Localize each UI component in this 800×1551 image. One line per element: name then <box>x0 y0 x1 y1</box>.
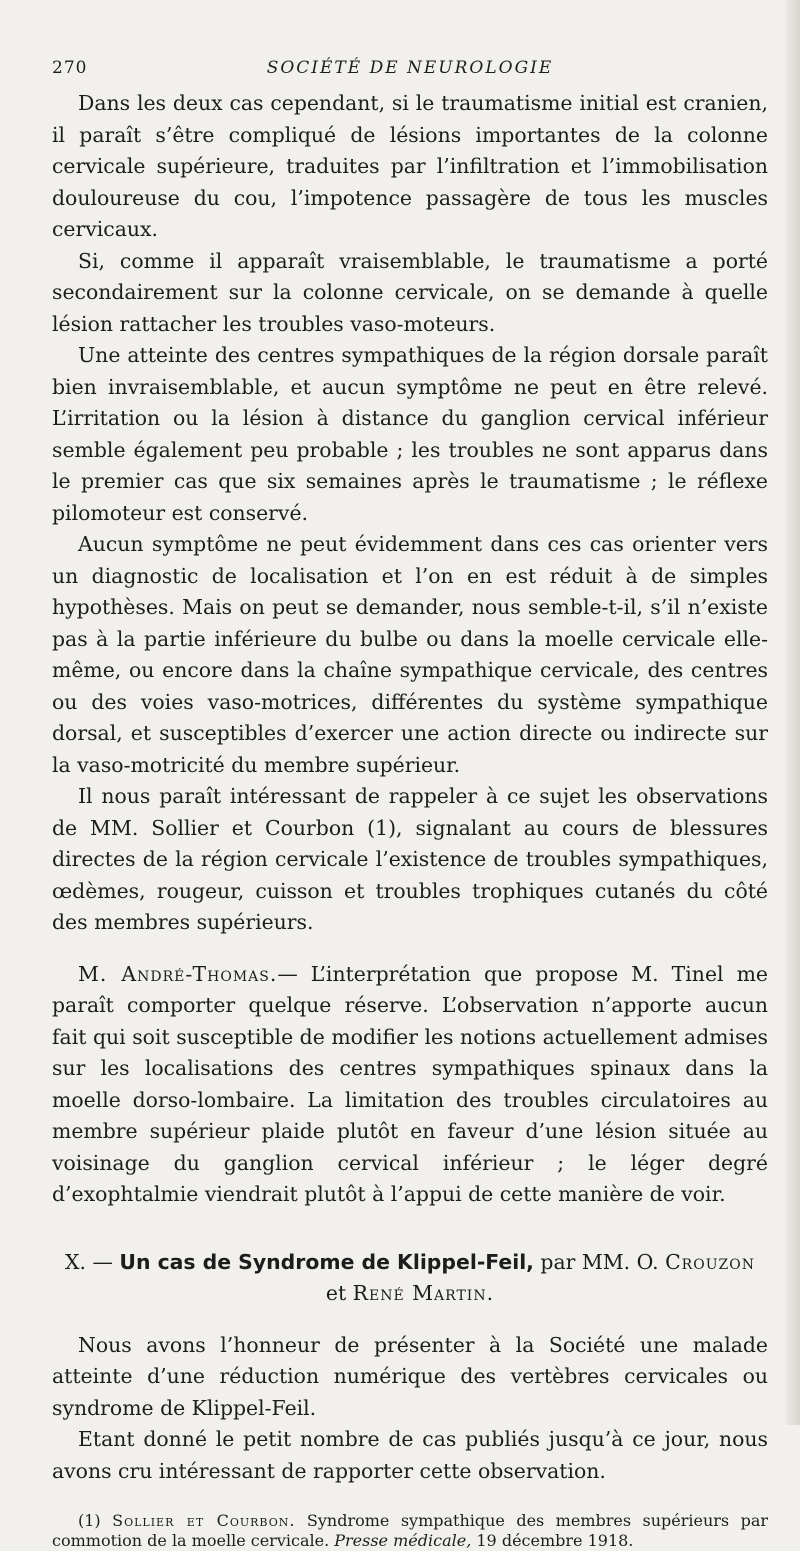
running-header <box>52 58 768 88</box>
spacer <box>52 939 768 959</box>
discussion-speaker: M. André-Thomas. <box>78 961 278 986</box>
footnote <box>52 1511 768 1551</box>
section-and: et <box>325 1281 347 1305</box>
section-authors-prefix: par MM. O. <box>540 1249 659 1274</box>
section-paragraph-2: Etant donné le petit nombre de cas publiés jusqu’à ce jour, nous avons cru intéressant de rapporter cette observation. <box>52 1427 768 1483</box>
discussion-paragraph <box>52 959 768 1211</box>
section-author-1: Crouzon <box>665 1249 755 1274</box>
section-number: X. — <box>65 1249 113 1274</box>
footnote-journal: Presse médicale, <box>334 1531 472 1550</box>
footnote-authors: Sollier et Courbon. <box>112 1511 296 1530</box>
page-edge <box>786 0 800 1425</box>
paragraph-1: Dans les deux cas cependant, si le traumatisme initial est cranien, il paraît s’être compliqué de lésions importantes de la colonne cervicale supérieure, traduites par l’infiltration et l’immobilisation douloureuse du cou, l’impotence passagère de tous les muscles cervicaux. <box>52 91 768 241</box>
footnote-text: Syndrome sympathique des membres supérieurs par commotion de la moelle cervicale. <box>52 1511 769 1550</box>
section-title: Un cas de Syndrome de Klippel-Feil, <box>119 1249 534 1274</box>
section-author-2: René Martin. <box>352 1281 495 1305</box>
journal-title: SOCIÉTÉ DE NEUROLOGIE <box>266 58 554 78</box>
section-heading <box>52 1247 768 1310</box>
paragraph-2: Si, comme il apparaît vraisemblable, le traumatisme a porté secondairement sur la colonne cervicale, on se demande à quelle lésion rattacher les troubles vaso-moteurs. <box>52 248 768 336</box>
page-number: 270 <box>52 58 88 78</box>
paragraph-5: Il nous paraît intéressant de rappeler à ce sujet les observations de MM. Sollier et Courbon (1), signalant au cours de blessures directes de la région cervicale l’existence de troubles sympathiques, œdèmes, rougeur, cuisson et troubles trophiques cutanés du côté des membres supérieurs. <box>52 784 768 934</box>
footnote-date: 19 décembre 1918. <box>476 1531 634 1550</box>
document-page <box>52 58 768 1551</box>
spacer <box>52 1211 768 1247</box>
paragraph-4: Aucun symptôme ne peut évidemment dans ces cas orienter vers un diagnostic de localisation et l’on en est réduit à de simples hypothèses. Mais on peut se demander, nous semble-t-il, s’il n’existe pas à la partie inférieure du bulbe ou dans la moelle cervicale elle-même, ou encore dans la chaîne sympathique cervicale, des centres ou des voies vaso-motrices, différentes du système sympathique dorsal, et susceptibles d’exercer une action directe ou indirecte sur la vaso-motricité du membre supérieur. <box>52 532 768 777</box>
discussion-text: — L’interprétation que propose M. Tinel me paraît comporter quelque réserve. L’observation n’apporte aucun fait qui soit susceptible de modifier les notions actuellement admises sur les localisations des centres sympathiques spinaux dans la moelle dorso-lombaire. La limitation des troubles circulatoires au membre supérieur plaide plutôt en faveur d’une lésion située au voisinage du ganglion cervical inférieur ; le léger degré d’exophtalmie viendrait plutôt à l’appui de cette manière de voir. <box>52 961 768 1206</box>
footnote-separator <box>52 1487 768 1511</box>
footnote-marker: (1) <box>78 1511 101 1530</box>
spacer <box>52 1310 768 1330</box>
paragraph-3: Une atteinte des centres sympathiques de la région dorsale paraît bien invraisemblable, et aucun symptôme ne peut en être relevé. L’irritation ou la lésion à distance du ganglion cervical inférieur semble également peu probable ; les troubles ne sont apparus dans le premier cas que six semaines après le traumatisme ; le réflexe pilomoteur est conservé. <box>52 343 768 525</box>
section-paragraph-1: Nous avons l’honneur de présenter à la Société une malade atteinte d’une réduction numérique des vertèbres cervicales ou syndrome de Klippel-Feil. <box>52 1332 768 1420</box>
